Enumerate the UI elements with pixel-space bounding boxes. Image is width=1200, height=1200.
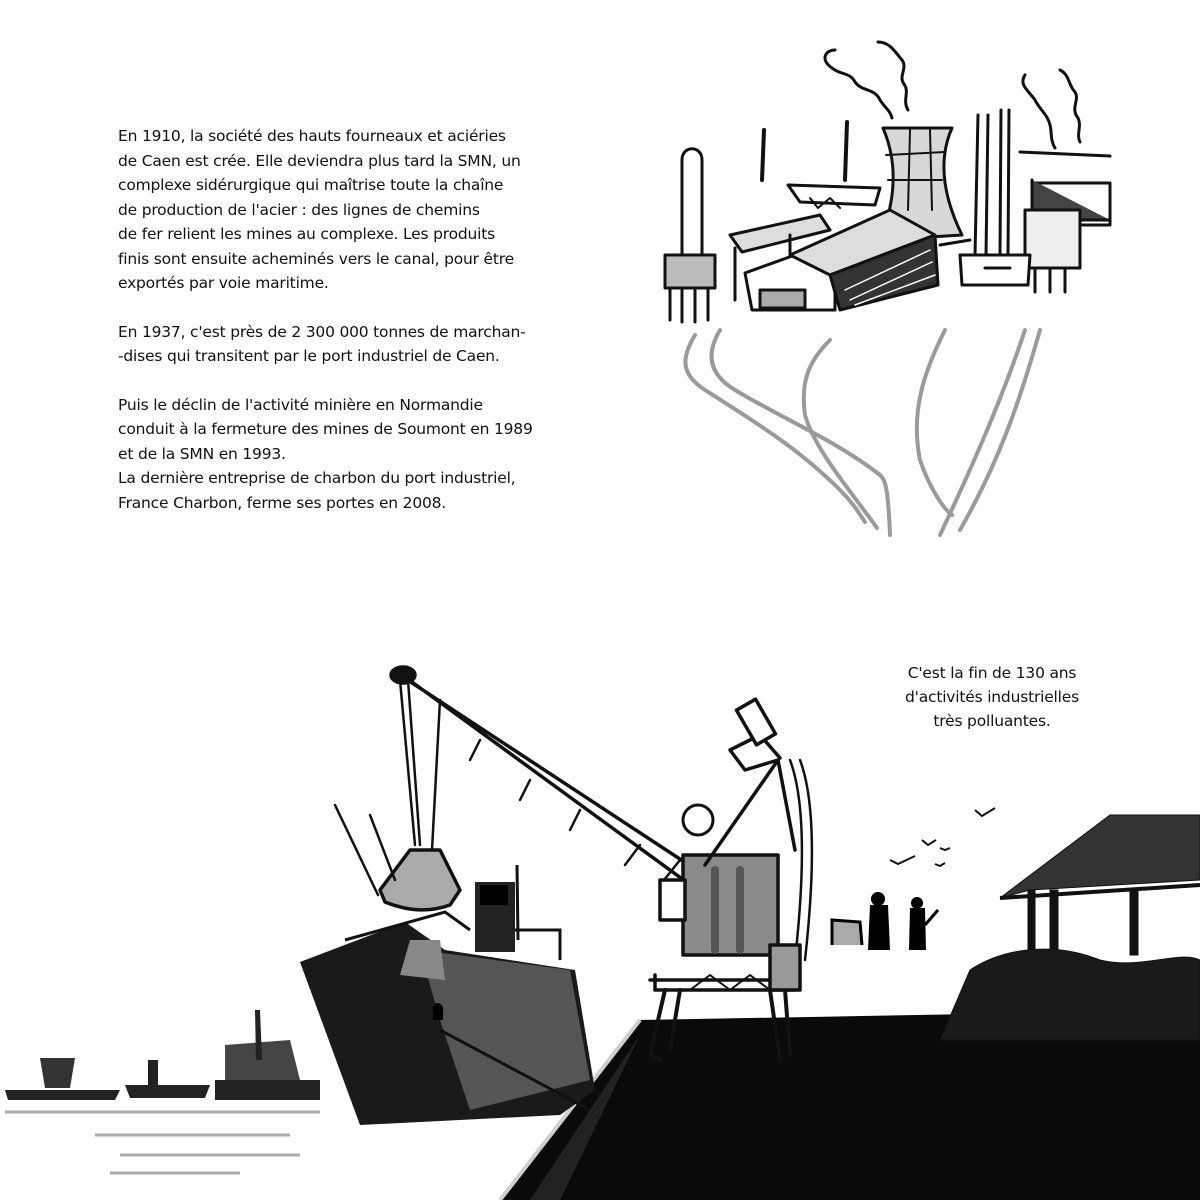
text-line: très polluantes. — [933, 712, 1051, 730]
text-line: France Charbon, ferme ses portes en 2008. — [118, 493, 447, 512]
text-line: et de la SMN en 1993. — [118, 444, 286, 463]
chimney-icon — [975, 110, 1009, 255]
text-line: de Caen est crée. Elle deviendra plus tard la SMN, un — [118, 151, 521, 170]
birds — [890, 808, 995, 866]
text-line: -dises qui transitent par le port industriel de Caen. — [118, 347, 500, 365]
shed — [940, 815, 1200, 1040]
water — [5, 1112, 320, 1173]
railway-tracks — [685, 330, 1040, 535]
grab-bucket-icon — [380, 850, 460, 910]
figures — [832, 892, 938, 950]
pulley-icon — [391, 667, 415, 683]
distant-boats — [5, 1010, 320, 1100]
intro-text — [118, 124, 533, 539]
paragraph-1910 — [118, 124, 533, 296]
smoke-plume-icon — [825, 50, 892, 118]
text-line: La dernière entreprise de charbon du port industriel, — [118, 469, 516, 487]
text-line: d'activités industrielles — [905, 688, 1079, 706]
text-line: de production de l'acier : des lignes de chemins — [118, 200, 480, 219]
smoke-plume-icon — [1023, 75, 1055, 148]
text-line: Puis le déclin de l'activité minière en Normandie — [118, 395, 483, 414]
harbor-illustration — [0, 640, 1200, 1200]
text-line: exportés par voie maritime. — [118, 274, 329, 292]
text-line: conduit à la fermeture des mines de Soumont en 1989 — [118, 420, 533, 438]
factory-illustration — [640, 30, 1140, 550]
paragraph-1937 — [118, 320, 533, 369]
paragraph-decline — [118, 393, 533, 516]
text-line: C'est la fin de 130 ans — [907, 664, 1077, 682]
chimney-icon — [682, 149, 702, 255]
text-line: de fer relient les mines au complexe. Les produits — [118, 225, 495, 243]
text-line: En 1937, c'est près de 2 300 000 tonnes de marchan- — [118, 322, 526, 341]
text-line: complexe sidérurgique qui maîtrise toute la chaîne — [118, 176, 504, 194]
text-line: En 1910, la société des hauts fourneaux et aciéries — [118, 127, 506, 145]
text-line: finis sont ensuite acheminés vers le canal, pour être — [118, 249, 514, 268]
